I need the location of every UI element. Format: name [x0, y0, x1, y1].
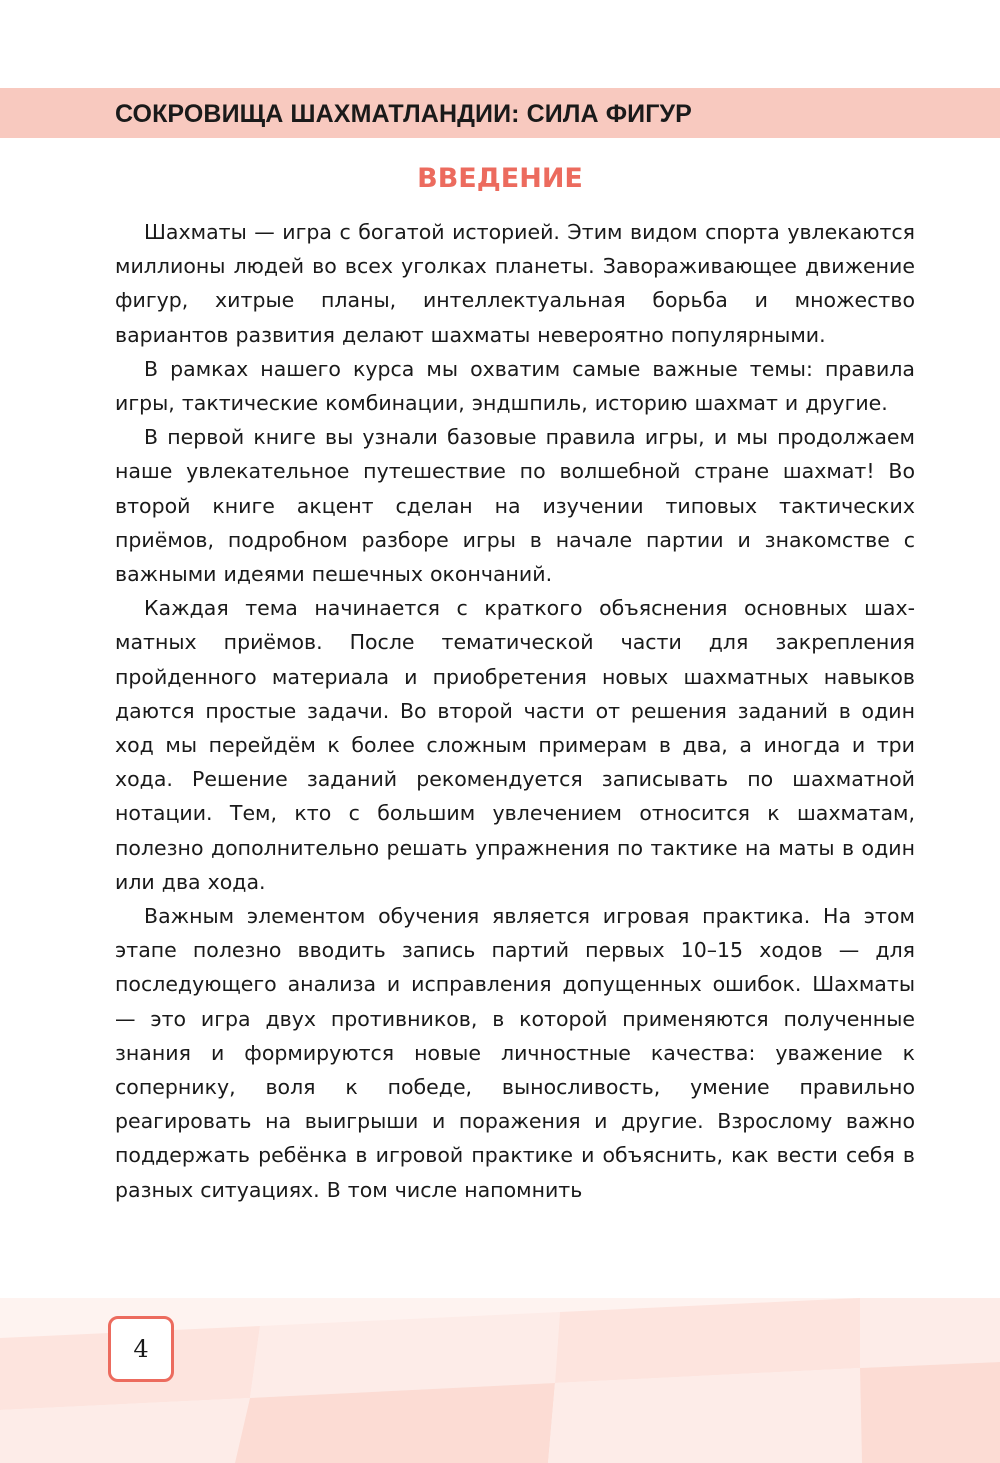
paragraph: В рамках нашего курса мы охватим самые важные темы: правила игры, тактические комбинации, эндшпиль, историю шахмат и другие. [115, 356, 915, 416]
pattern-tile [860, 1362, 1000, 1463]
section-title: ВВЕДЕНИЕ [417, 163, 583, 194]
pattern-tile [860, 1298, 1000, 1368]
page-number-box [108, 1316, 174, 1382]
paragraph: Шахматы — игра с богатой историей. Этим видом спорта увлекаются миллионы людей во всех уголках планеты. Завораживающее движение фигур, хитрые планы, интеллектуальная борьба и множество вариантов развития делают шахматы невероятно популярными. [115, 220, 915, 347]
pattern-tile [548, 1368, 862, 1463]
body-text [115, 215, 915, 1207]
running-header-title: СОКРОВИЩА ШАХМАТЛАНДИИ: СИЛА ФИГУР [115, 100, 692, 128]
paragraph: В первой книге вы узнали базовые правила игры, и мы продолжаем наше увлекательное путешествие по волшебной стране шахмат! Во второй книге акцент сделан на изучении типовых тактических приёмов, подробном разборе игры в начале партии и знакомстве с важными идеями пешечных окончаний. [115, 425, 915, 587]
paragraph: Каждая тема начинается с краткого объяснения основных шахматных приёмов. После тематической части для закрепления пройденного материала и приобретения новых шахматных навыков даются простые задачи. Во второй части от решения заданий в один ход мы перейдём к более сложным примерам в два, а иногда и три хода. Решение заданий рекомендуется записывать по шахматной нотации. Тем, кто с большим увлечением относится к шахматам, полезно дополнительно решать упражнения по тактике на маты в один или два хода. [115, 596, 915, 894]
page-number: 4 [133, 1335, 149, 1363]
paragraph: Важным элементом обучения является игровая практика. На этом этапе полезно вводить запись партий первых 10–15 ходов — для последующего анализа и исправления допущенных ошибок. Шахматы — это игра двух противников, в которой применяются полученные знания и формируются новые личностные качества: уважение к сопернику, воля к победе, выносливость, умение правильно реагировать на выигрыши и поражения и другие. Взрослому важно поддержать ребёнка в игровой практике и объяснить, как вести себя в разных ситуациях. В том числе напомнить [115, 904, 915, 1202]
